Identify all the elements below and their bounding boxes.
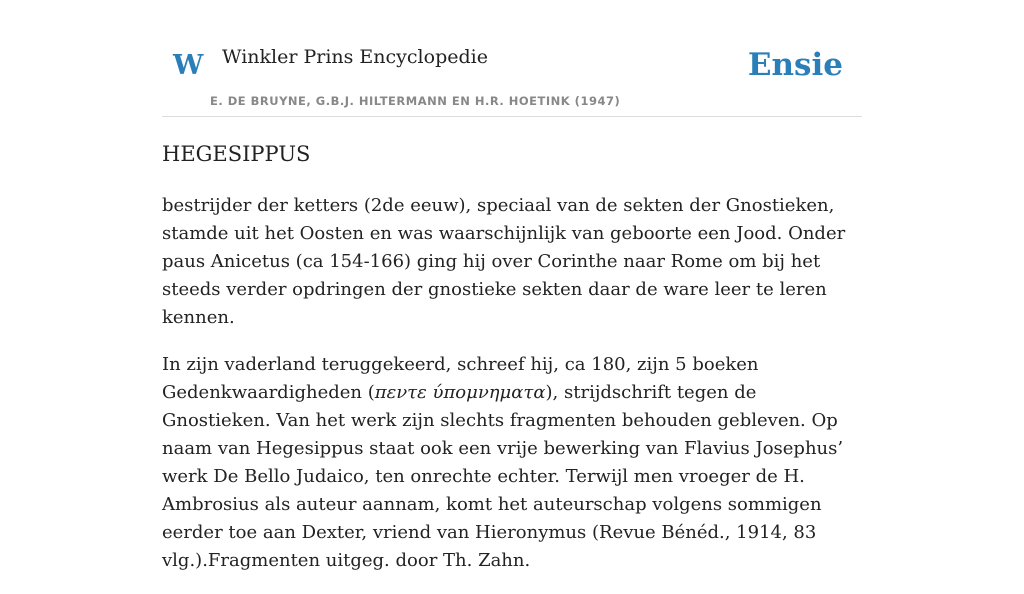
header [162, 0, 862, 117]
authors-byline: E. DE BRUYNE, G.B.J. HILTERMANN EN H.R. HOETINK (1947) [210, 94, 621, 108]
article-paragraph: bestrijder der ketters (2de eeuw), speciaal van de sekten der Gnostieken, stamde uit het Oosten en was waarschijnlijk van geboorte een Jood. Onder paus Anicetus (ca 154-166) ging hij over Corinthe naar Rome om bij het steeds verder opdringen der gnostieke sekten daar de ware leer te leren kennen. [162, 195, 846, 328]
paragraph-text: In zijn vaderland teruggekeerd, schreef hij, ca 180, zijn 5 boeken Gedenkwaardigheden ( [162, 354, 759, 403]
publication-title[interactable]: Winkler Prins Encyclopedie [222, 46, 488, 68]
brand-logo[interactable]: Ensie [747, 47, 843, 83]
article-title: HEGESIPPUS [162, 142, 311, 166]
paragraph-text: ), strijdschrift tegen de Gnostieken. Van het werk zijn slechts fragmenten behouden gebleven. Op naam van Hegesippus staat ook een vrije bewerking van Flavius Josephus’ werk De Bello Judaico, ten onrechte echter. Terwijl men vroeger de H. Ambrosius als auteur aannam, komt het auteurschap volgens sommigen eerder toe aan Dexter, vriend van Hieronymus (Revue Bénéd., 1914, 83 vlg.).Fragmenten uitgeg. door Th. Zahn. [162, 382, 844, 571]
page [162, 0, 862, 571]
site-logo[interactable]: W [173, 50, 204, 81]
article-paragraph [162, 351, 862, 575]
greek-title: πεντε ύπομνηματα [374, 382, 546, 403]
article-body [162, 192, 862, 594]
